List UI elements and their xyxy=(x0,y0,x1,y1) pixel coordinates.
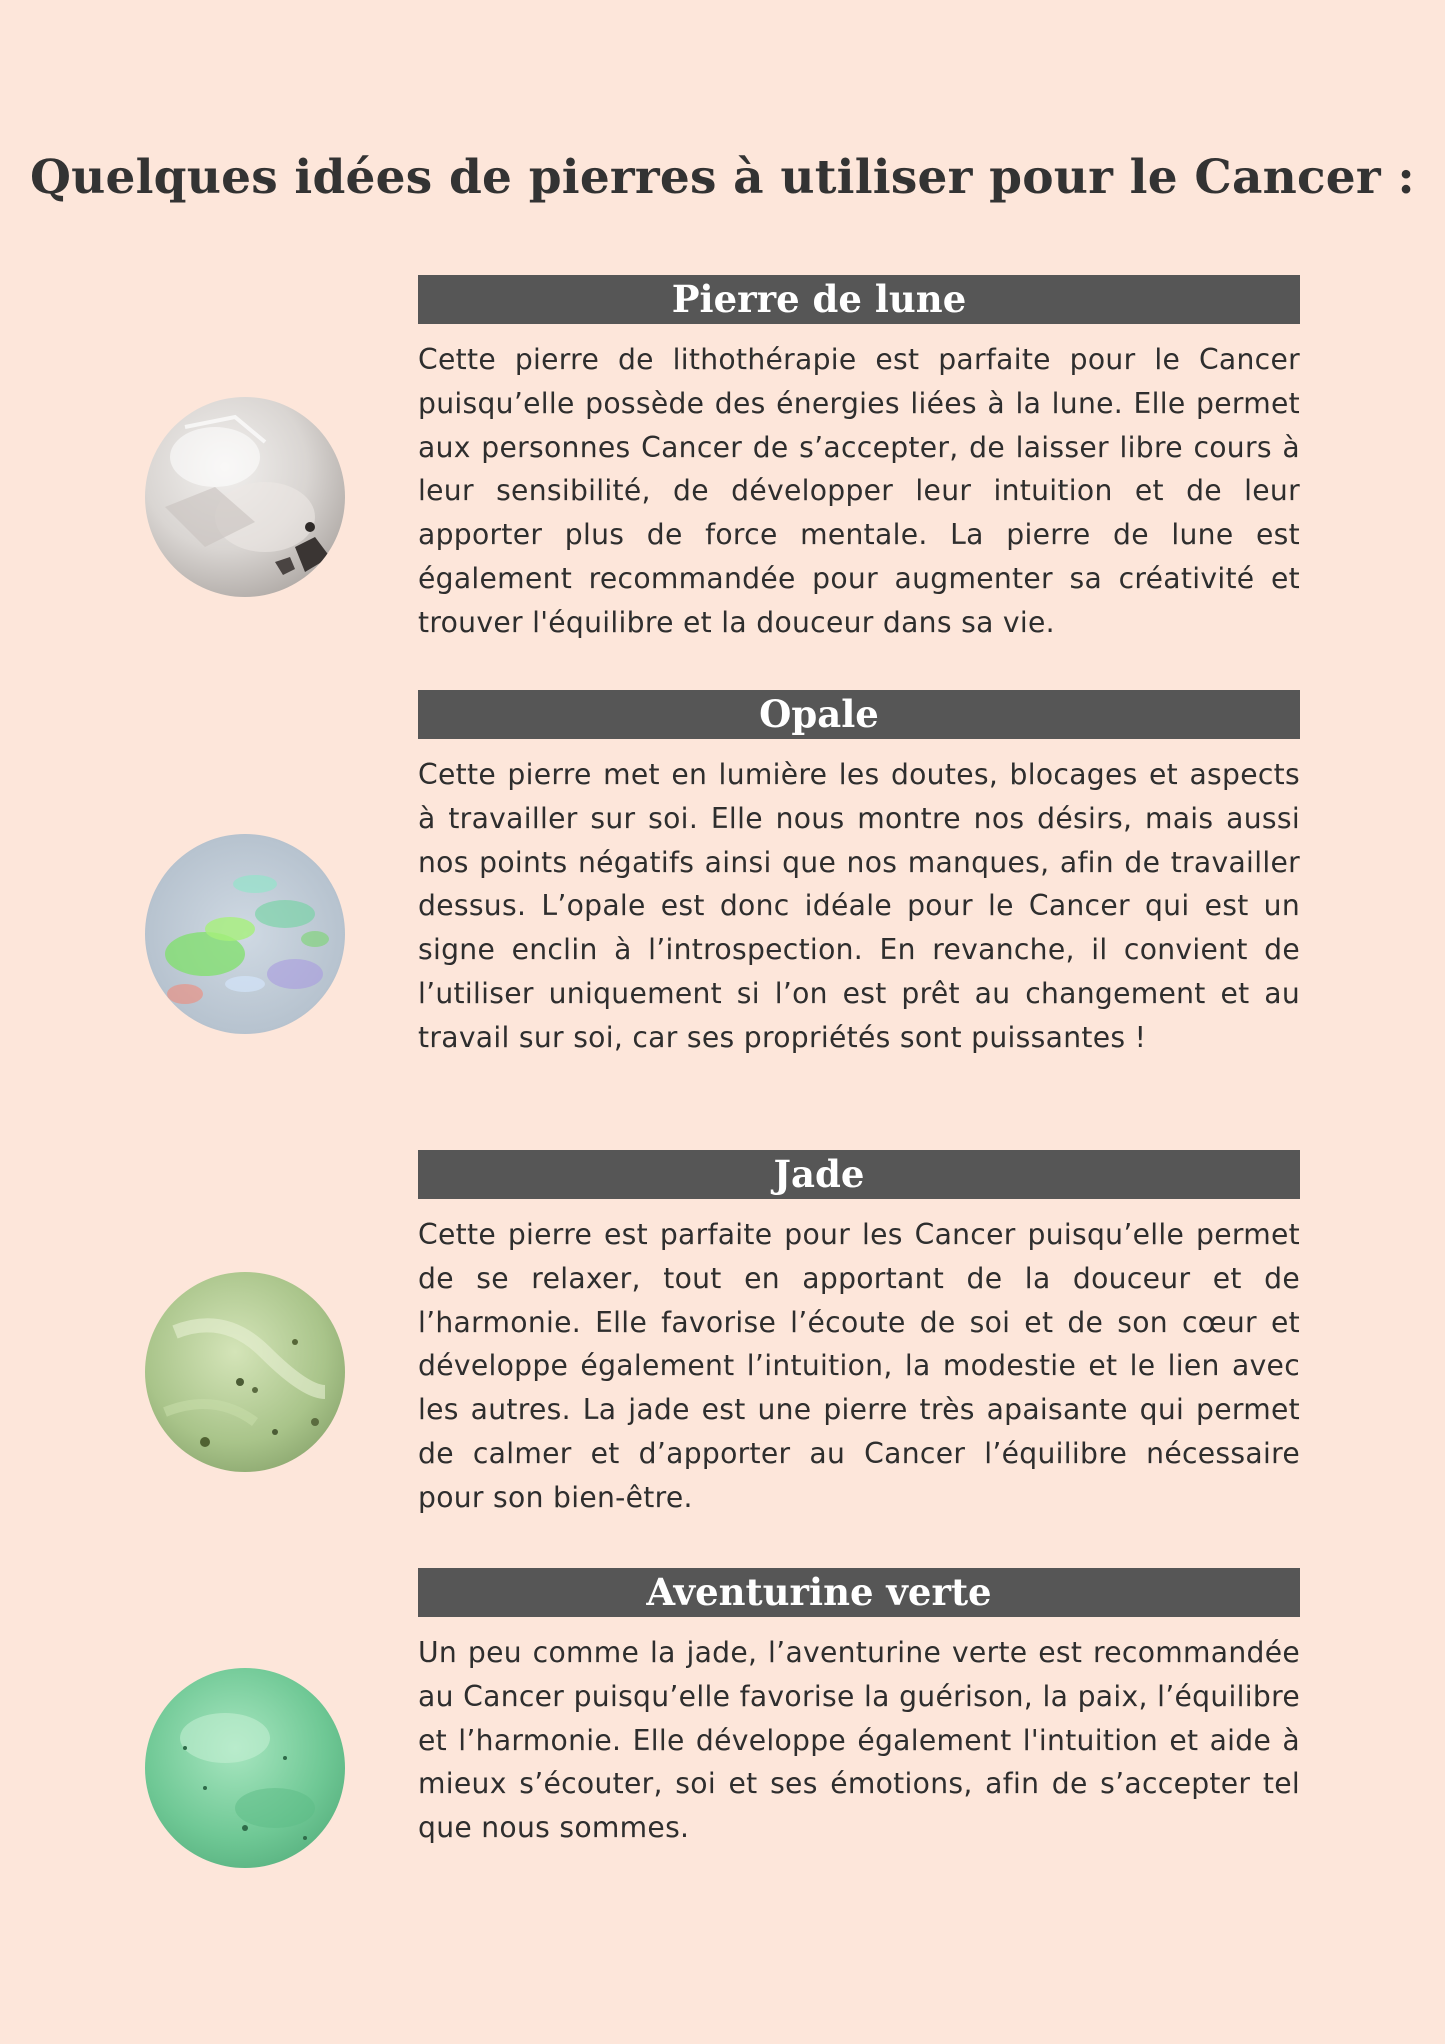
stone-section-jade xyxy=(418,1150,1300,1520)
section-header: Jade xyxy=(418,1150,1300,1199)
section-header: Aventurine verte xyxy=(418,1568,1300,1617)
section-text: Cette pierre est parfaite pour les Cancer puisqu’elle permet de se relaxer, tout en apportant de la douceur et de l’harmonie. Elle favorise l’écoute de soi et de son cœur et développe également l’intuition, la modestie et le lien avec les autres. La jade est une pierre très apaisante qui permet de calmer et d’apporter au Cancer l’équilibre nécessaire pour son bien-être. xyxy=(418,1218,1300,1514)
opal-image xyxy=(145,834,345,1034)
moonstone-image xyxy=(145,397,345,597)
jade-image xyxy=(145,1272,345,1472)
section-text: Cette pierre de lithothérapie est parfaite pour le Cancer puisqu’elle possède des énergies liées à la lune. Elle permet aux personnes Cancer de s’accepter, de laisser libre cours à leur sensibilité, de développer leur intuition et de leur apporter plus de force mentale. La pierre de lune est également recommandée pour augmenter sa créativité et trouver l'équilibre et la douceur dans sa vie. xyxy=(418,343,1300,639)
page-title: Quelques idées de pierres à utiliser pour le Cancer : xyxy=(30,150,1415,205)
stone-section-green-aventurine xyxy=(418,1568,1300,1850)
section-header: Opale xyxy=(418,690,1300,739)
section-text: Un peu comme la jade, l’aventurine verte est recommandée au Cancer puisqu’elle favorise la guérison, la paix, l’équilibre et l’harmonie. Elle développe également l'intuition et aide à mieux s’écouter, soi et ses émotions, afin de s’accepter tel que nous sommes. xyxy=(418,1636,1300,1845)
green-aventurine-image xyxy=(145,1668,345,1868)
stone-section-opal xyxy=(418,690,1300,1060)
section-header: Pierre de lune xyxy=(418,275,1300,324)
section-text: Cette pierre met en lumière les doutes, blocages et aspects à travailler sur soi. Elle nous montre nos désirs, mais aussi nos points négatifs ainsi que nos manques, afin de travailler dessus. L’opale est donc idéale pour le Cancer qui est un signe enclin à l’introspection. En revanche, il convient de l’utiliser uniquement si l’on est prêt au changement et au travail sur soi, car ses propriétés sont puissantes ! xyxy=(418,758,1300,1054)
stone-section-moonstone xyxy=(418,275,1300,645)
